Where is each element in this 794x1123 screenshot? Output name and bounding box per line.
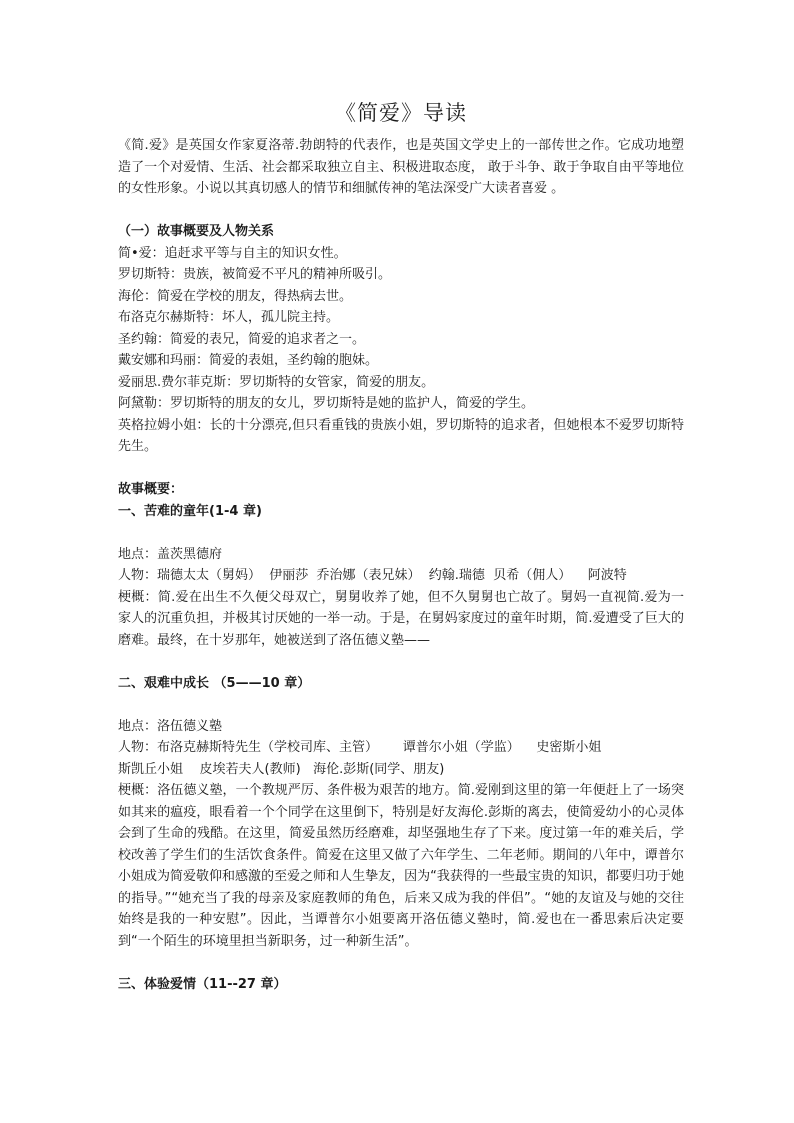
character-entry: 布洛克尔赫斯特：坏人，孤儿院主持。 [118, 310, 340, 325]
part2-people-line2: 斯凯丘小姐 皮埃若夫人(教师) 海伦.彭斯(同学、朋友) [118, 761, 445, 777]
character-entry: 戴安娜和玛丽：简爱的表姐，圣约翰的胞妹。 [118, 353, 379, 368]
character-entry: 圣约翰：简爱的表兄，简爱的追求者之一。 [118, 331, 366, 347]
spacer [118, 952, 684, 974]
spacer [118, 458, 684, 480]
part2-place: 地点：洛伍德义塾 [118, 718, 223, 734]
character-entry: 英格拉姆小姐：长的十分漂亮,但只看重钱的贵族小姐，罗切斯特的追求者，但她根本不爱罗切斯特先生。 [118, 417, 684, 454]
spacer [118, 200, 684, 222]
part2-heading: 二、艰难中成长 （5——10 章） [118, 675, 311, 691]
character-entry: 海伦：简爱在学校的朋友，得热病去世。 [118, 288, 353, 304]
part1-people: 人物：瑞德太太（舅妈） 伊丽莎 乔治娜（表兄妹） 约翰.瑞德 贝希（佣人） 阿波特 [118, 568, 627, 583]
part3-heading: 三、体验爱情（11--27 章） [118, 976, 287, 992]
document-page [118, 98, 684, 995]
story-heading: 故事概要： [118, 482, 184, 497]
part2-summary: 梗概：洛伍德义塾，一个教规严厉、条件极为艰苦的地方。简.爱刚到这里的第一年便赶上了一场突如其来的瘟疫，眼看着一个个同学在这里倒下，特别是好友海伦.彭斯的离去，使简爱幼小的心灵体会到了生命的残酷。在这里，简爱虽然历经磨难，却坚强地生存了下来。度过第一年的难关后，学校改善了学生们的生活饮食条件。简爱在这里又做了六年学生、二年老师。期间的八年中，谭普尔小姐成为简爱敬仰和感激的至爱之师和人生挚友，因为“我获得的一些最宝贵的知识，都要归功于她的指导。”“她充当了我的母亲及家庭教师的角色，后来又成为我的伴侣”。“她的友谊及与她的交往始终是我的一种安慰”。因此，当谭普尔小姐要离开洛伍德义塾时，简.爱也在一番思索后决定要到“一个陌生的环境里担当新职务，过一种新生活”。 [118, 783, 684, 949]
part1-summary: 梗概：简.爱在出生不久便父母双亡，舅舅收养了她，但不久舅舅也亡故了。舅妈一直视简.爱为一家人的沉重负担，并极其讨厌她的一举一动。于是，在舅妈家度过的童年时期，简.爱遭受了巨大的磨难。最终，在十岁那年，她被送到了洛伍德义塾—— [118, 589, 684, 648]
spacer [118, 651, 684, 673]
intro-paragraph: 《简.爱》是英国女作家夏洛蒂.勃朗特的代表作，也是英国文学史上的一部传世之作。它成功地塑造了一个对爱情、生活、社会都采取独立自主、积极进取态度， 敢于斗争、敢于争取自由平等地位的女性形象。小说以其真切感人的情节和细腻传神的笔法深受广大读者喜爱 。 [118, 138, 684, 196]
character-list [118, 243, 684, 458]
character-entry: 爱丽思.费尔菲克斯：罗切斯特的女管家，简爱的朋友。 [118, 374, 435, 390]
character-entry: 简•爱：追赶求平等与自主的知识女性。 [118, 245, 347, 261]
part1-place: 地点：盖茨黑德府 [118, 546, 223, 562]
page-title: 《简爱》导读 [335, 101, 467, 125]
character-entry: 阿黛勒：罗切斯特的朋友的女儿，罗切斯特是她的监护人，简爱的学生。 [118, 396, 535, 411]
part2-people-line1: 人物：布洛克赫斯特先生（学校司库、主管） 谭普尔小姐（学监） 史密斯小姐 [118, 740, 602, 755]
spacer [118, 694, 684, 716]
part1-heading: 一、苦难的童年(1-4 章) [118, 503, 262, 519]
character-entry: 罗切斯特：贵族，被简爱不平凡的精神所吸引。 [118, 267, 392, 282]
section1-heading: （一）故事概要及人物关系 [118, 224, 275, 239]
spacer [118, 522, 684, 544]
